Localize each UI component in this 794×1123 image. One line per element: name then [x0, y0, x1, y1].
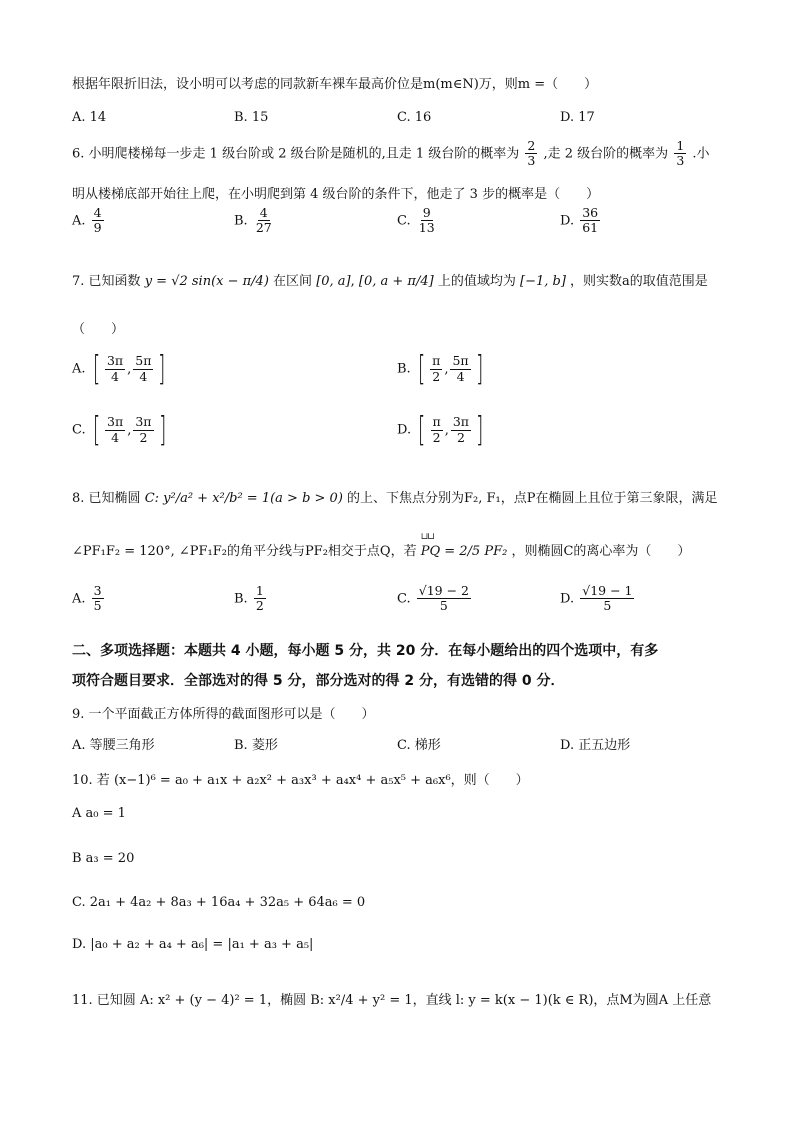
question-6-stem: 6. 小明爬楼梯每一步走 1 级台阶或 2 级台阶是随机的,且走 1 级台阶的概率为 $\frac{2}{3}$ ,走 2 级台阶的概率为 $\frac{1}{3}$ .小 [72, 138, 710, 169]
question-9-stem: 9. 一个平面截正方体所得的截面图形可以是（ ） [72, 707, 375, 722]
question-6-stem-line2: 明从楼梯底部开始往上爬，在小明爬到第 4 级台阶的条件下，他走了 3 步的概率是（ ） [72, 187, 600, 202]
option-b: B. 菱形 [234, 738, 278, 753]
option-b: B. 15 [234, 110, 269, 125]
option-d: D. 17 [560, 110, 595, 125]
option-d: D. |a₀ + a₂ + a₄ + a₆| = |a₁ + a₃ + a₅| [72, 937, 314, 952]
option-a: A. 14 [72, 110, 107, 125]
section-heading-line2: 项符合题目要求．全部选对的得 5 分，部分选对的得 2 分，有选错的得 0 分． [72, 673, 565, 689]
question-11-stem: 11. 已知圆 A: x² + (y − 4)² = 1，椭圆 B: x²/4 + y² = 1，直线 l: y = k(x − 1)(k ∈ R)，点M为圆A 上任意 [72, 993, 712, 1008]
option-b: B. $\frac{1}{2}$ [234, 583, 264, 614]
question-7-stem-line2: （ ） [72, 322, 125, 337]
question-10-stem: 10. 若 (x−1)⁶ = a₀ + a₁x + a₂x² + a₃x³ + a₄x⁴ + a₅x⁵ + a₆x⁶，则（ ） [72, 773, 529, 788]
option-a: A. $\frac{3}{5}$ [72, 583, 102, 614]
option-d: D. $\frac{√19 - 1}{5}$ [560, 583, 633, 614]
option-b: B. [ $\frac{\pi}{2}$ , $\frac{5\pi}{4}$ ] [397, 349, 483, 389]
option-b: B. $\frac{4}{27}$ [234, 205, 272, 236]
option-a: A. $\frac{4}{9}$ [72, 205, 102, 236]
section-heading: 二、多项选择题：本题共 4 小题，每小题 5 分，共 20 分．在每小题给出的四个选项中，有多 [72, 643, 659, 659]
question-5-stem-tail: 根据年限折旧法，设小明可以考虑的同款新车裸车最高价位是m(m∈N)万，则m =（ ） [72, 77, 598, 92]
question-8-stem: 8. 已知椭圆 C: y²/a² + x²/b² = 1(a > b > 0) 的上、下焦点分别为F₂, F₁，点P在椭圆上且位于第三象限，满足 [72, 491, 718, 506]
fraction: $\frac{1}{3}$ [676, 138, 685, 169]
option-b: B a₃ = 20 [72, 851, 135, 866]
fraction: $\frac{2}{3}$ [527, 138, 536, 169]
question-7-stem: 7. 已知函数 y = √2 sin(x − π/4) 在区间 [0, a], [0, a + π/4] 上的值域均为 [−1, b] ，则实数a的取值范围是 [72, 274, 708, 289]
option-a: A a₀ = 1 [72, 806, 126, 821]
option-c: C. [ $\frac{3\pi}{4}$ , $\frac{3\pi}{2}$ ] [72, 410, 166, 450]
question-8-stem-line2: ∠PF₁F₂ = 120°, ∠PF₁F₂的角平分线与PF₂相交于点Q，若 ⊔⊔ PQ = 2/5 PF₂ ，则椭圆C的离心率为（ ） [72, 540, 690, 559]
option-d: D. 正五边形 [560, 738, 631, 753]
option-c: C. $\frac{√19 - 2}{5}$ [397, 583, 470, 614]
option-c: C. $\frac{9}{13}$ [397, 205, 435, 236]
option-d: D. [ $\frac{\pi}{2}$ , $\frac{3\pi}{2}$ ] [397, 410, 484, 450]
option-d: D. $\frac{36}{61}$ [560, 205, 599, 236]
option-a: A. 等腰三角形 [72, 738, 155, 753]
option-c: C. 16 [397, 110, 432, 125]
option-c: C. 梯形 [397, 738, 441, 753]
option-a: A. [ $\frac{3\pi}{4}$ , $\frac{5\pi}{4}$ ] [72, 349, 166, 389]
option-c: C. 2a₁ + 4a₂ + 8a₃ + 16a₄ + 32a₅ + 64a₆ = 0 [72, 895, 366, 910]
